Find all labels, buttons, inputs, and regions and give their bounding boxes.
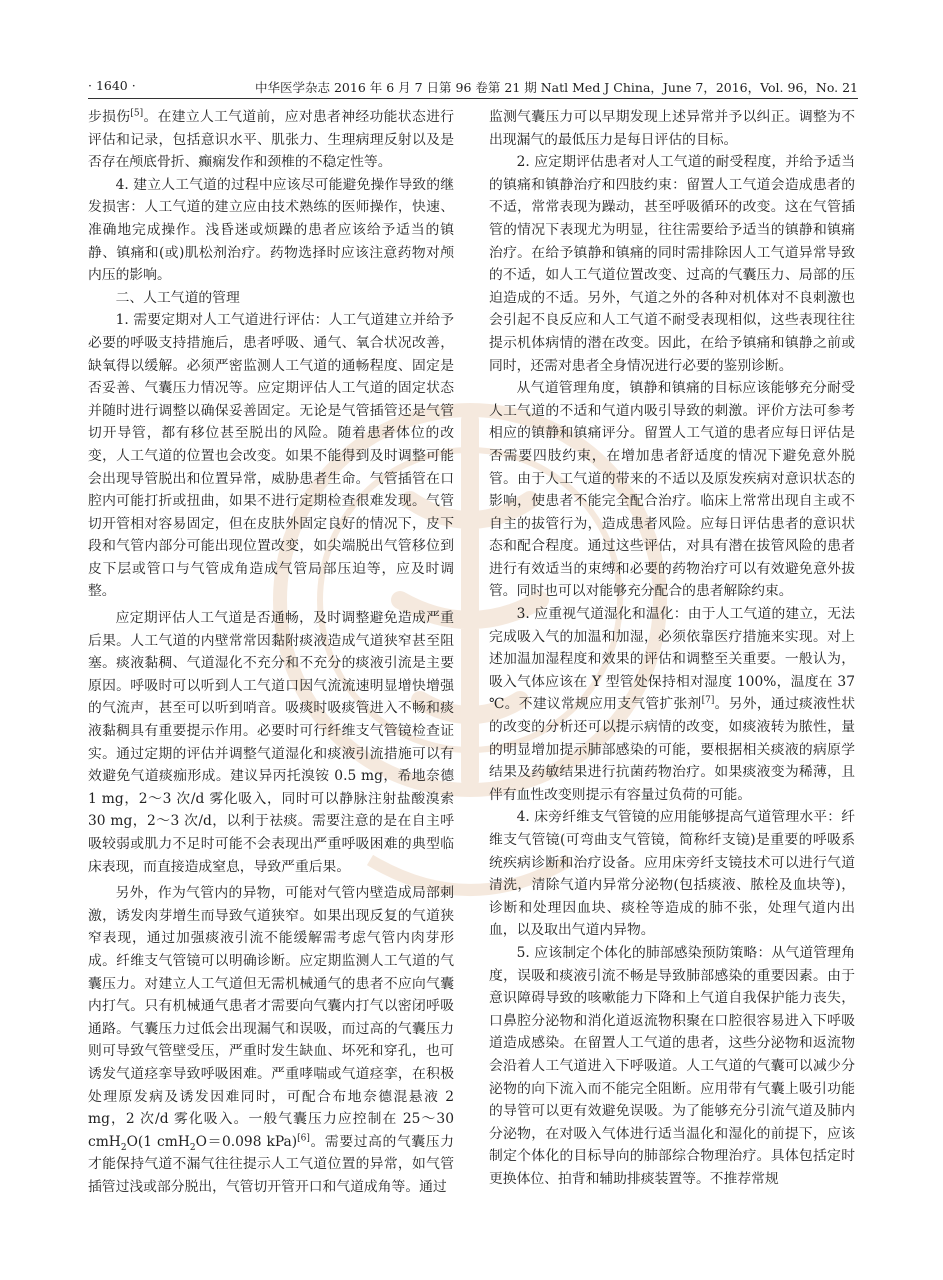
paragraph: 2. 应定期评估患者对人工气道的耐受程度，并给予适当的镇痛和镇静治疗和四肢约束：留置人工气道会造成患者的不适，常常表现为躁动，甚至呼吸循环的改变。这在气管插管的情况下表现尤为明显，往往需要给予适当的镇静和镇痛治疗。在给予镇静和镇痛的同时需排除因人工气道异常导致的不适，如人工气道位置改变、过高的气囊压力、局部的压迫造成的不适。另外，气道之外的各种对机体对不良刺激也会引起不良反应和人工气道不耐受表现相似，这些表现往往提示机体病情的潜在改变。因此，在给予镇痛和镇静之前或同时，还需对患者全身情况进行必要的鉴别诊断。 [489, 154, 855, 374]
citation[interactable]: [7] [701, 695, 715, 706]
section-heading: 二、人工气道的管理 [115, 289, 240, 306]
paragraph: 监测气囊压力可以早期发现上述异常并予以纠正。调整为不出现漏气的最低压力是每日评估的目标。 [489, 109, 855, 148]
paragraph: 另外，作为气管内的异物，可能对气管内壁造成局部刺激，诱发肉芽增生而导致气道狭窄。如果出现反复的气道狭窄表现，通过加强痰液引流不能缓解需考虑气管内肉芽形成。纤维支气管镜可以明确诊断。应定期监测人工气道的气囊压力。对建立人工气道但无需机械通气的患者不应向气囊内打气。只有机械通气患者才需要向气囊内打气以密闭呼吸通路。气囊压力过低会出现漏气和误吸，而过高的气囊压力则可导致气管壁受压，严重时发生缺血、坏死和穿孔，也可诱发气道痉挛导致呼吸困难。严重哮喘或气道痉挛，在积极处理原发病及诱发因难同时，可配合布地奈德混悬液 2 mg，2 次/d 雾化吸入。一般气囊压力应控制在 25～30 cmH$_2$O(1 cmH$_2$O＝0.098 kPa)[6]。需要过高的气囊压力才能保持气道不漏气往往提示人工气道位置的异常，如气管插管过浅或部分脱出，气管切开管开口和气道成角等。通过 [88, 885, 455, 1195]
paragraph: 应定期评估人工气道是否通畅，及时调整避免造成严重后果。人工气道的内壁常常因黏附痰液造成气道狭窄甚至阻塞。痰液黏稠、气道湿化不充分和不充分的痰液引流是主要原因。呼吸时可以听到人工气道口因气流流速明显增快增强的气流声，甚至可以听到哨音。吸痰时吸痰管进入不畅和痰液黏稠具有重要提示作用。必要时可行纤维支气管镜检查证实。通过定期的评估并调整气道湿化和痰液引流措施可以有效避免气道痰痂形成。建议异丙托溴铵 0.5 mg，希地奈德 1 mg，2～3 次/d 雾化吸入，同时可以静脉注射盐酸溴索 30 mg，2～3 次/d，以利于祛痰。需要注意的是在自主呼吸较弱或肌力不足时可能不会表现出严重呼吸困难的典型临床表现，而直接造成窒息，导致严重后果。 [88, 610, 454, 875]
citation[interactable]: [5] [130, 108, 144, 119]
page-number: · 1640 · [88, 78, 136, 93]
page-header [88, 78, 858, 98]
paragraph: 3. 应重视气道湿化和温化：由于人工气道的建立，无法完成吸入气的加温和加湿，必须依靠医疗措施来实现。对上述加温加湿程度和效果的评估和调整至关重要。一般认为，吸入气体应该在 Y 型管处保持相对湿度 100%，温度在 37 ℃。不建议常规应用支气管扩张剂[7]。另外，通过痰液性状的改变的分析还可以提示病情的改变，如痰液转为脓性，量的明显增加提示肺部感染的可能，要根据相关痰液的病原学结果及药敏结果进行抗菌药物治疗。如果痰液变为稀薄，且伴有血性改变则提示有容量过负荷的可能。 [489, 606, 856, 803]
left-column [88, 106, 454, 1199]
header-rule [88, 98, 858, 99]
paragraph: 4. 床旁纤维支气管镜的应用能够提高气道管理水平：纤维支气管镜(可弯曲支气管镜，简称纤支镜)是重要的呼吸系统疾病诊断和治疗设备。应用床旁纤支镜技术可以进行气道清洗，清除气道内异常分泌物(包括痰液、脓栓及血块等)，诊断和处理因血块、痰栓等造成的肺不张，处理气道内出血，以及取出气道内异物。 [489, 809, 855, 939]
journal-running-title: 中华医学杂志 2016 年 6 月 7 日第 96 卷第 21 期 Natl Med J China，June 7，2016，Vol. 96，No. 21 [255, 80, 858, 95]
paragraph: 步损伤[5]。在建立人工气道前，应对患者神经功能状态进行评估和记录，包括意识水平、肌张力、生理病理反射以及是否存在颅底骨折、癫痫发作和颈椎的不稳定性等。 [88, 108, 454, 171]
paragraph: 5. 应该制定个体化的肺部感染预防策略：从气道管理角度，误吸和痰液引流不畅是导致肺部感染的重要因素。由于意识障碍导致的咳嗽能力下降和上气道自我保护能力丧失，口鼻腔分泌物和消化道返流物积聚在口腔很容易进入下呼吸道造成感染。在留置人工气道的患者，这些分泌物和返流物会沿着人工气道进入下呼吸道。人工气道的气囊可以减少分泌物的向下流入而不能完全阻断。应用带有气囊上吸引功能的导管可以更有效避免误吸。为了能够充分引流气道及肺内分泌物，在对吸入气体进行适当温化和湿化的前提下，应该制定个体化的目标导向的肺部综合物理治疗。具体包括定时更换体位、拍背和辅助排痰装置等。不推荐常规 [489, 944, 855, 1187]
paragraph: 4. 建立人工气道的过程中应该尽可能避免操作导致的继发损害：人工气道的建立应由技术熟练的医师操作，快速、准确地完成操作。浅昏迷或烦躁的患者应该给予适当的镇静、镇痛和(或)肌松剂治疗。药物选择时应该注意药物对颅内压的影响。 [88, 176, 454, 284]
paragraph: 从气道管理角度，镇静和镇痛的目标应该能够充分耐受人工气道的不适和气道内吸引导致的刺激。评价方法可参考相应的镇静和镇痛评分。留置人工气道的患者应每日评估是否需要四肢约束，在增加患者舒适度的情况下避免意外脱管。由于人工气道的带来的不适以及原发疾病对意识状态的影响，使患者不能完全配合治疗。临床上常常出现自主或不自主的拔管行为，造成患者风险。应每日评估患者的意识状态和配合程度。通过这些评估，对具有潜在拔管风险的患者进行有效适当的束缚和必要的药物治疗可以有效避免意外拔管。同时也可以对能够充分配合的患者解除约束。 [489, 380, 855, 600]
right-column [489, 106, 855, 1191]
citation[interactable]: [6] [297, 1133, 310, 1144]
paragraph: 1. 需要定期对人工气道进行评估：人工气道建立并给予必要的呼吸支持措施后，患者呼吸、通气、氧合状况改善，缺氧得以缓解。必须严密监测人工气道的通畅程度、固定是否妥善、气囊压力情况等。应定期评估人工气道的固定状态并随时进行调整以确保妥善固定。无论是气管插管还是气管切开导管，都有移位甚至脱出的风险。随着患者体位的改变，人工气道的位置也会改变。如果不能得到及时调整可能会出现导管脱出和位置异常，威胁患者生命。气管插管在口腔内可能打折或扭曲，如果不进行定期检查很难发现。气管切开管相对容易固定，但在皮肤外固定良好的情况下，皮下段和气管内部分可能出现位置改变，如尖端脱出气管移位到皮下层或管口与气管成角造成气管局部压迫等，应及时调整。 [88, 312, 454, 600]
